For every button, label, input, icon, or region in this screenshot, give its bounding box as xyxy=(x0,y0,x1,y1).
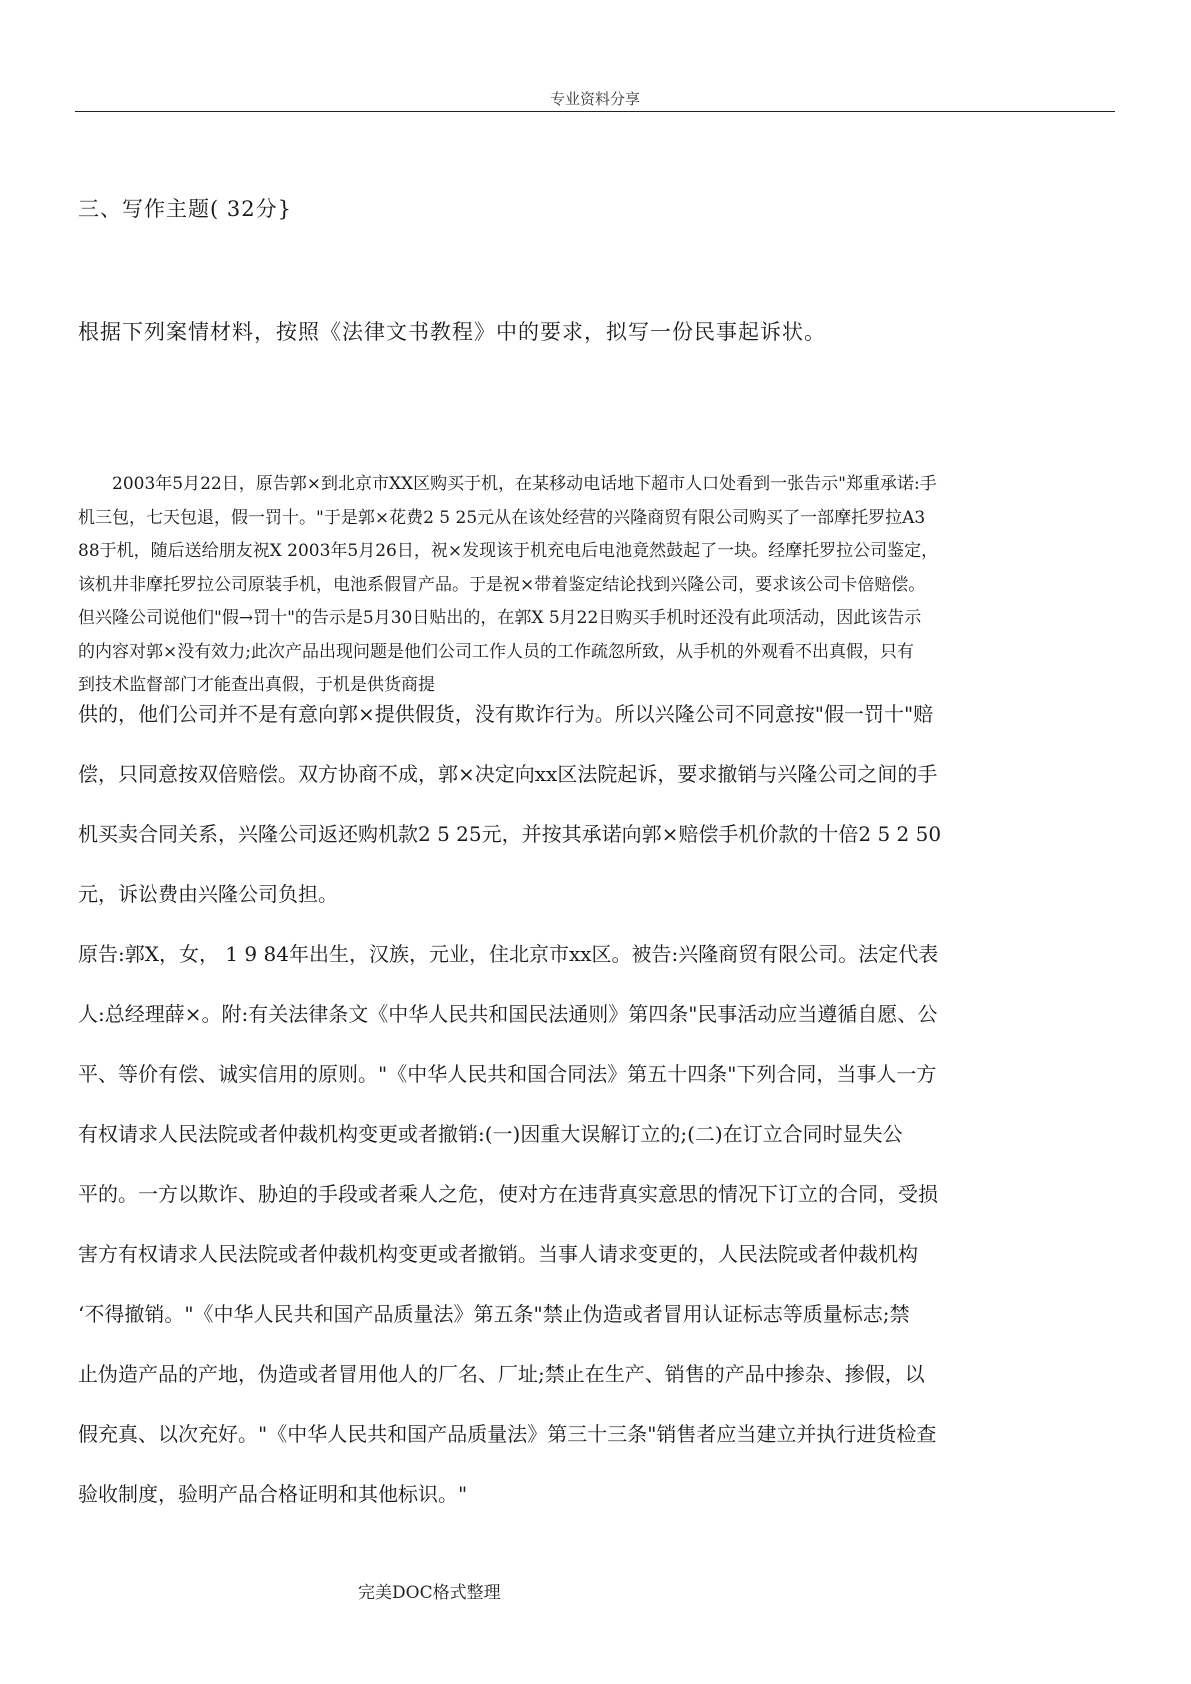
case-line: 88于机，随后送给朋友祝X 2003年5月26日，祝×发现该于机充电后电池竟然鼓起了一块。经摩托罗拉公司鉴定， xyxy=(78,541,939,561)
body-line: 供的，他们公司并不是有意向郭×提供假货，没有欺诈行为。所以兴隆公司不同意按"假一罚十"赔 xyxy=(78,702,934,726)
body-line: 假充真、以次充好。"《中华人民共和国产品质量法》第三十三条"销售者应当建立并执行进货检查 xyxy=(78,1422,937,1446)
case-line: 该机井非摩托罗拉公司原装手机，电池系假冒产品。于是祝×带着鉴定结论找到兴隆公司，要求该公司卡倍赔偿。 xyxy=(78,574,926,595)
header-divider xyxy=(75,111,1115,112)
body-line: 平的。一方以欺诈、胁迫的手段或者乘人之危，使对方在违背真实意思的情况下订立的合同，受损 xyxy=(78,1182,938,1206)
page-footer: 完美DOC格式整理 xyxy=(358,1583,501,1603)
body-line: 平、等价有偿、诚实信用的原则。"《中华人民共和国合同法》第五十四条"下列合同，当事人一方 xyxy=(78,1062,937,1086)
body-line: 元，诉讼费由兴隆公司负担。 xyxy=(78,882,338,906)
body-line: 止伪造产品的产地，伪造或者冒用他人的厂名、厂址;禁止在生产、销售的产品中掺杂、掺假，以 xyxy=(78,1362,925,1386)
case-line: 机三包，七天包退，假一罚十。"于是郭×花费2 5 25元从在该处经营的兴隆商贸有限公司购买了一部摩托罗拉A3 xyxy=(78,507,926,528)
body-line: 原告:郭X，女， 1 9 84年出生，汉族，元业，住北京市xx区。被告:兴隆商贸有限公司。法定代表 xyxy=(78,942,939,966)
body-line: 机买卖合同关系，兴隆公司返还购机款2 5 25元，并按其承诺向郭×赔偿手机价款的十倍2 5 2 50 xyxy=(78,822,942,846)
body-line: 验收制度，验明产品合格证明和其他标识。" xyxy=(78,1482,468,1506)
case-line: 2003年5月22日，原告郭×到北京市XX区购买于机，在某移动电话地下超市人口处看到一张告示"郑重承诺:手 xyxy=(78,474,937,494)
body-line: 人:总经理薛×。附:有关法律条文《中华人民共和国民法通则》第四条"民事活动应当遵循自愿、公 xyxy=(78,1002,938,1026)
body-line: ‘不得撤销。"《中华人民共和国产品质量法》第五条"禁止伪造或者冒用认证标志等质量标志;禁 xyxy=(78,1302,910,1326)
intro-paragraph: 根据下列案情材料，按照《法律文书教程》中的要求，拟写一份民事起诉状。 xyxy=(78,320,826,344)
section-title: 三、写作主题( 32分} xyxy=(78,197,292,221)
body-line: 害方有权请求人民法院或者仲裁机构变更或者撤销。当事人请求变更的，人民法院或者仲裁机构 xyxy=(78,1242,918,1266)
case-line: 但兴隆公司说他们"假→罚十"的告示是5月30日贴出的，在郭X 5月22日购买手机时还没有此项活动，因此该告示 xyxy=(78,608,922,628)
case-line: 到技术监督部门才能查出真假，于机是供货商提 xyxy=(78,675,435,695)
case-material xyxy=(78,468,1120,703)
body-line: 有权请求人民法院或者仲裁机构变更或者撤销:(一)因重大误解订立的;(二)在订立合同时显失公 xyxy=(78,1122,903,1146)
body-text xyxy=(78,684,1120,1524)
case-line: 的内容对郭×没有效力;此次产品出现问题是他们公司工作人员的工作疏忽所致，从手机的外观看不出真假，只有 xyxy=(78,641,914,662)
page-header: 专业资料分享 xyxy=(549,90,640,108)
body-line: 偿，只同意按双倍赔偿。双方协商不成，郭×决定向xx区法院起诉，要求撤销与兴隆公司之间的手 xyxy=(78,762,938,786)
